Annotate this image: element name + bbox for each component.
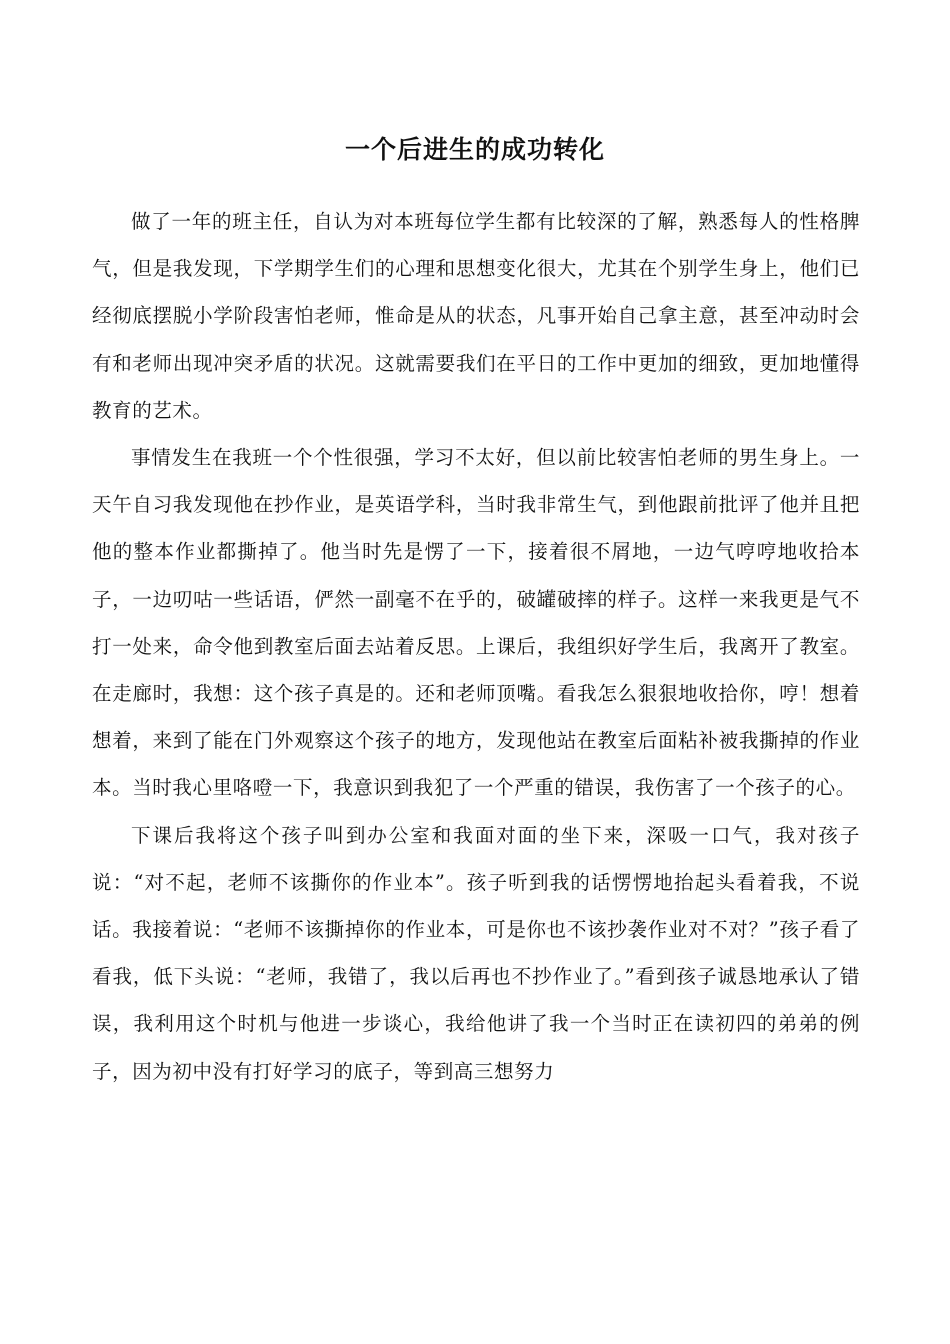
document-body bbox=[92, 198, 860, 1095]
paragraph-2: 事情发生在我班一个个性很强，学习不太好，但以前比较害怕老师的男生身上。一天午自习我发现他在抄作业，是英语学科，当时我非常生气，到他跟前批评了他并且把他的整本作业都撕掉了。他当时先是愣了一下，接着很不屑地，一边气哼哼地收拾本子，一边叨咕一些话语，俨然一副毫不在乎的，破罐破摔的样子。这样一来我更是气不打一处来，命令他到教室后面去站着反思。上课后，我组织好学生后，我离开了教室。在走廊时，我想：这个孩子真是的。还和老师顶嘴。看我怎么狠狠地收拾你，哼！想着想着，来到了能在门外观察这个孩子的地方，发现他站在教室后面粘补被我撕掉的作业本。当时我心里咯噔一下，我意识到我犯了一个严重的错误，我伤害了一个孩子的心。 bbox=[92, 446, 860, 800]
paragraph-3: 下课后我将这个孩子叫到办公室和我面对面的坐下来，深吸一口气，我对孩子说：“对不起，老师不该撕你的作业本”。孩子听到我的话愣愣地抬起头看着我，不说话。我接着说：“老师不该撕掉你的作业本，可是你也不该抄袭作业对不对？”孩子看了看我，低下头说：“老师，我错了，我以后再也不抄作业了。”看到孩子诚恳地承认了错误，我利用这个时机与他进一步谈心，我给他讲了我一个当时正在读初四的弟弟的例子，因为初中没有打好学习的底子，等到高三想努力 bbox=[92, 823, 860, 1083]
document-title: 一个后进生的成功转化 bbox=[344, 135, 605, 164]
paragraph-1: 做了一年的班主任，自认为对本班每位学生都有比较深的了解，熟悉每人的性格脾气，但是我发现，下学期学生们的心理和思想变化很大，尤其在个别学生身上，他们已经彻底摆脱小学阶段害怕老师，惟命是从的状态，凡事开始自己拿主意，甚至冲动时会有和老师出现冲突矛盾的状况。这就需要我们在平日的工作中更加的细致，更加地懂得教育的艺术。 bbox=[92, 210, 860, 422]
